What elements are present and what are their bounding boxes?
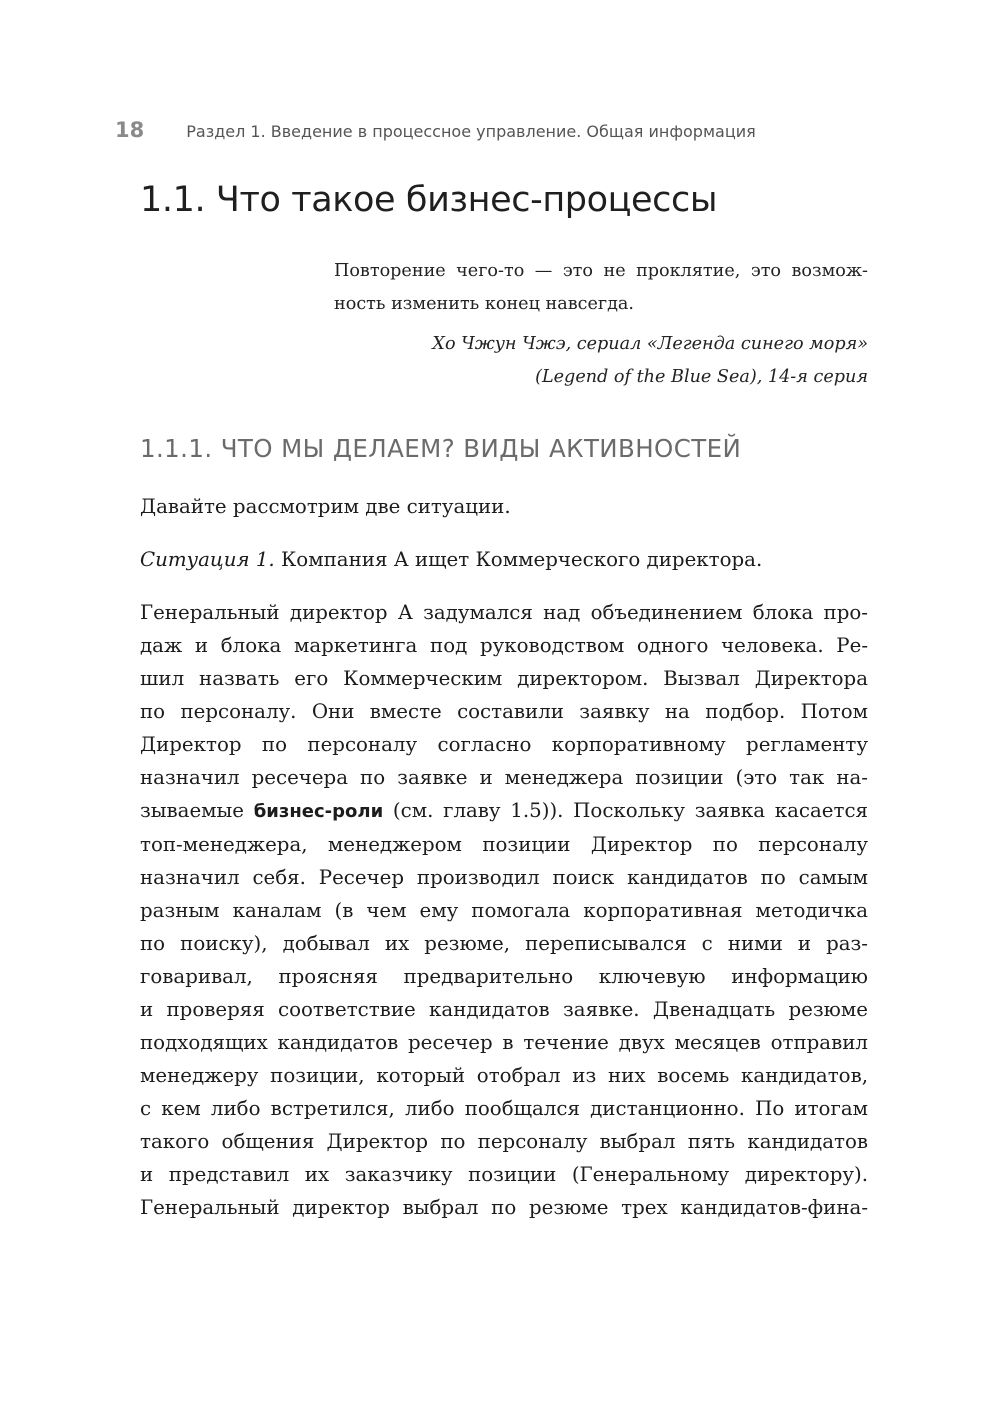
epigraph-line: ность изменить конец навсегда. [334, 294, 635, 314]
text-line: говаривал, проясняя предварительно ключевую информацию [140, 965, 868, 988]
text-line: топ-менеджера, менеджером позиции Директор по персоналу [140, 833, 868, 856]
epigraph [334, 255, 868, 394]
epigraph-source [334, 328, 868, 394]
text-line: даж и блока маркетинга под руководством одного человека. Ре- [140, 634, 868, 657]
situation-text: Компания А ищет Коммерческого директора. [274, 548, 763, 571]
text-line: с кем либо встретился, либо пообщался дистанционно. По итогам [140, 1097, 868, 1120]
text-line: назначил ресечера по заявке и менеджера позиции (это так на- [140, 766, 868, 789]
text-line: менеджеру позиции, который отобрал из них восемь кандидатов, [140, 1064, 868, 1087]
text-line: Генеральный директор выбрал по резюме трех кандидатов-фина- [140, 1196, 868, 1219]
main-paragraph [140, 596, 868, 1224]
running-title: Раздел 1. Введение в процессное управление. Общая информация [186, 122, 756, 141]
chapter-title: 1.1. Что такое бизнес-процессы [140, 180, 718, 220]
section-title: 1.1.1. ЧТО МЫ ДЕЛАЕМ? ВИДЫ АКТИВНОСТЕЙ [140, 434, 742, 463]
text-line: и проверяя соответствие кандидатов заявке. Двенадцать резюме [140, 998, 868, 1021]
situation-label: Ситуация 1. [140, 548, 275, 571]
epigraph-source-line: Хо Чжун Чжэ, сериал «Легенда синего моря» [432, 334, 868, 354]
running-header [115, 118, 875, 148]
text-line: такого общения Директор по персоналу выбрал пять кандидатов [140, 1130, 868, 1153]
text-line: разным каналам (в чем ему помогала корпоративная методичка [140, 899, 868, 922]
business-roles-term: бизнес-роли [253, 801, 384, 822]
epigraph-text [334, 255, 868, 321]
text-line: шил назвать его Коммерческим директором. Вызвал Директора [140, 667, 868, 690]
text-line: подходящих кандидатов ресечер в течение двух месяцев отправил [140, 1031, 868, 1054]
text-line: по персоналу. Они вместе составили заявку на подбор. Потом [140, 700, 868, 723]
page-number: 18 [115, 118, 145, 142]
intro-paragraph: Давайте рассмотрим две ситуации. [140, 495, 511, 518]
text-line-with-term [140, 794, 868, 828]
term-line-prefix: зываемые [140, 799, 254, 822]
text-line: назначил себя. Ресечер производил поиск кандидатов по самым [140, 866, 868, 889]
body-text [140, 490, 868, 1224]
text-line: по поиску), добывал их резюме, переписывался с ними и раз- [140, 932, 868, 955]
epigraph-line: Повторение чего-то — это не проклятие, это возмож- [334, 261, 868, 281]
epigraph-source-line: (Legend of the Blue Sea), 14-я серия [535, 367, 868, 387]
text-line: Директор по персоналу согласно корпоративному регламенту [140, 733, 868, 756]
text-line: Генеральный директор А задумался над объединением блока про- [140, 601, 868, 624]
term-line-suffix: (см. главу 1.5)). Поскольку заявка касается [383, 799, 868, 822]
situation-paragraph [140, 543, 868, 576]
text-line: и представил их заказчику позиции (Генеральному директору). [140, 1163, 868, 1186]
